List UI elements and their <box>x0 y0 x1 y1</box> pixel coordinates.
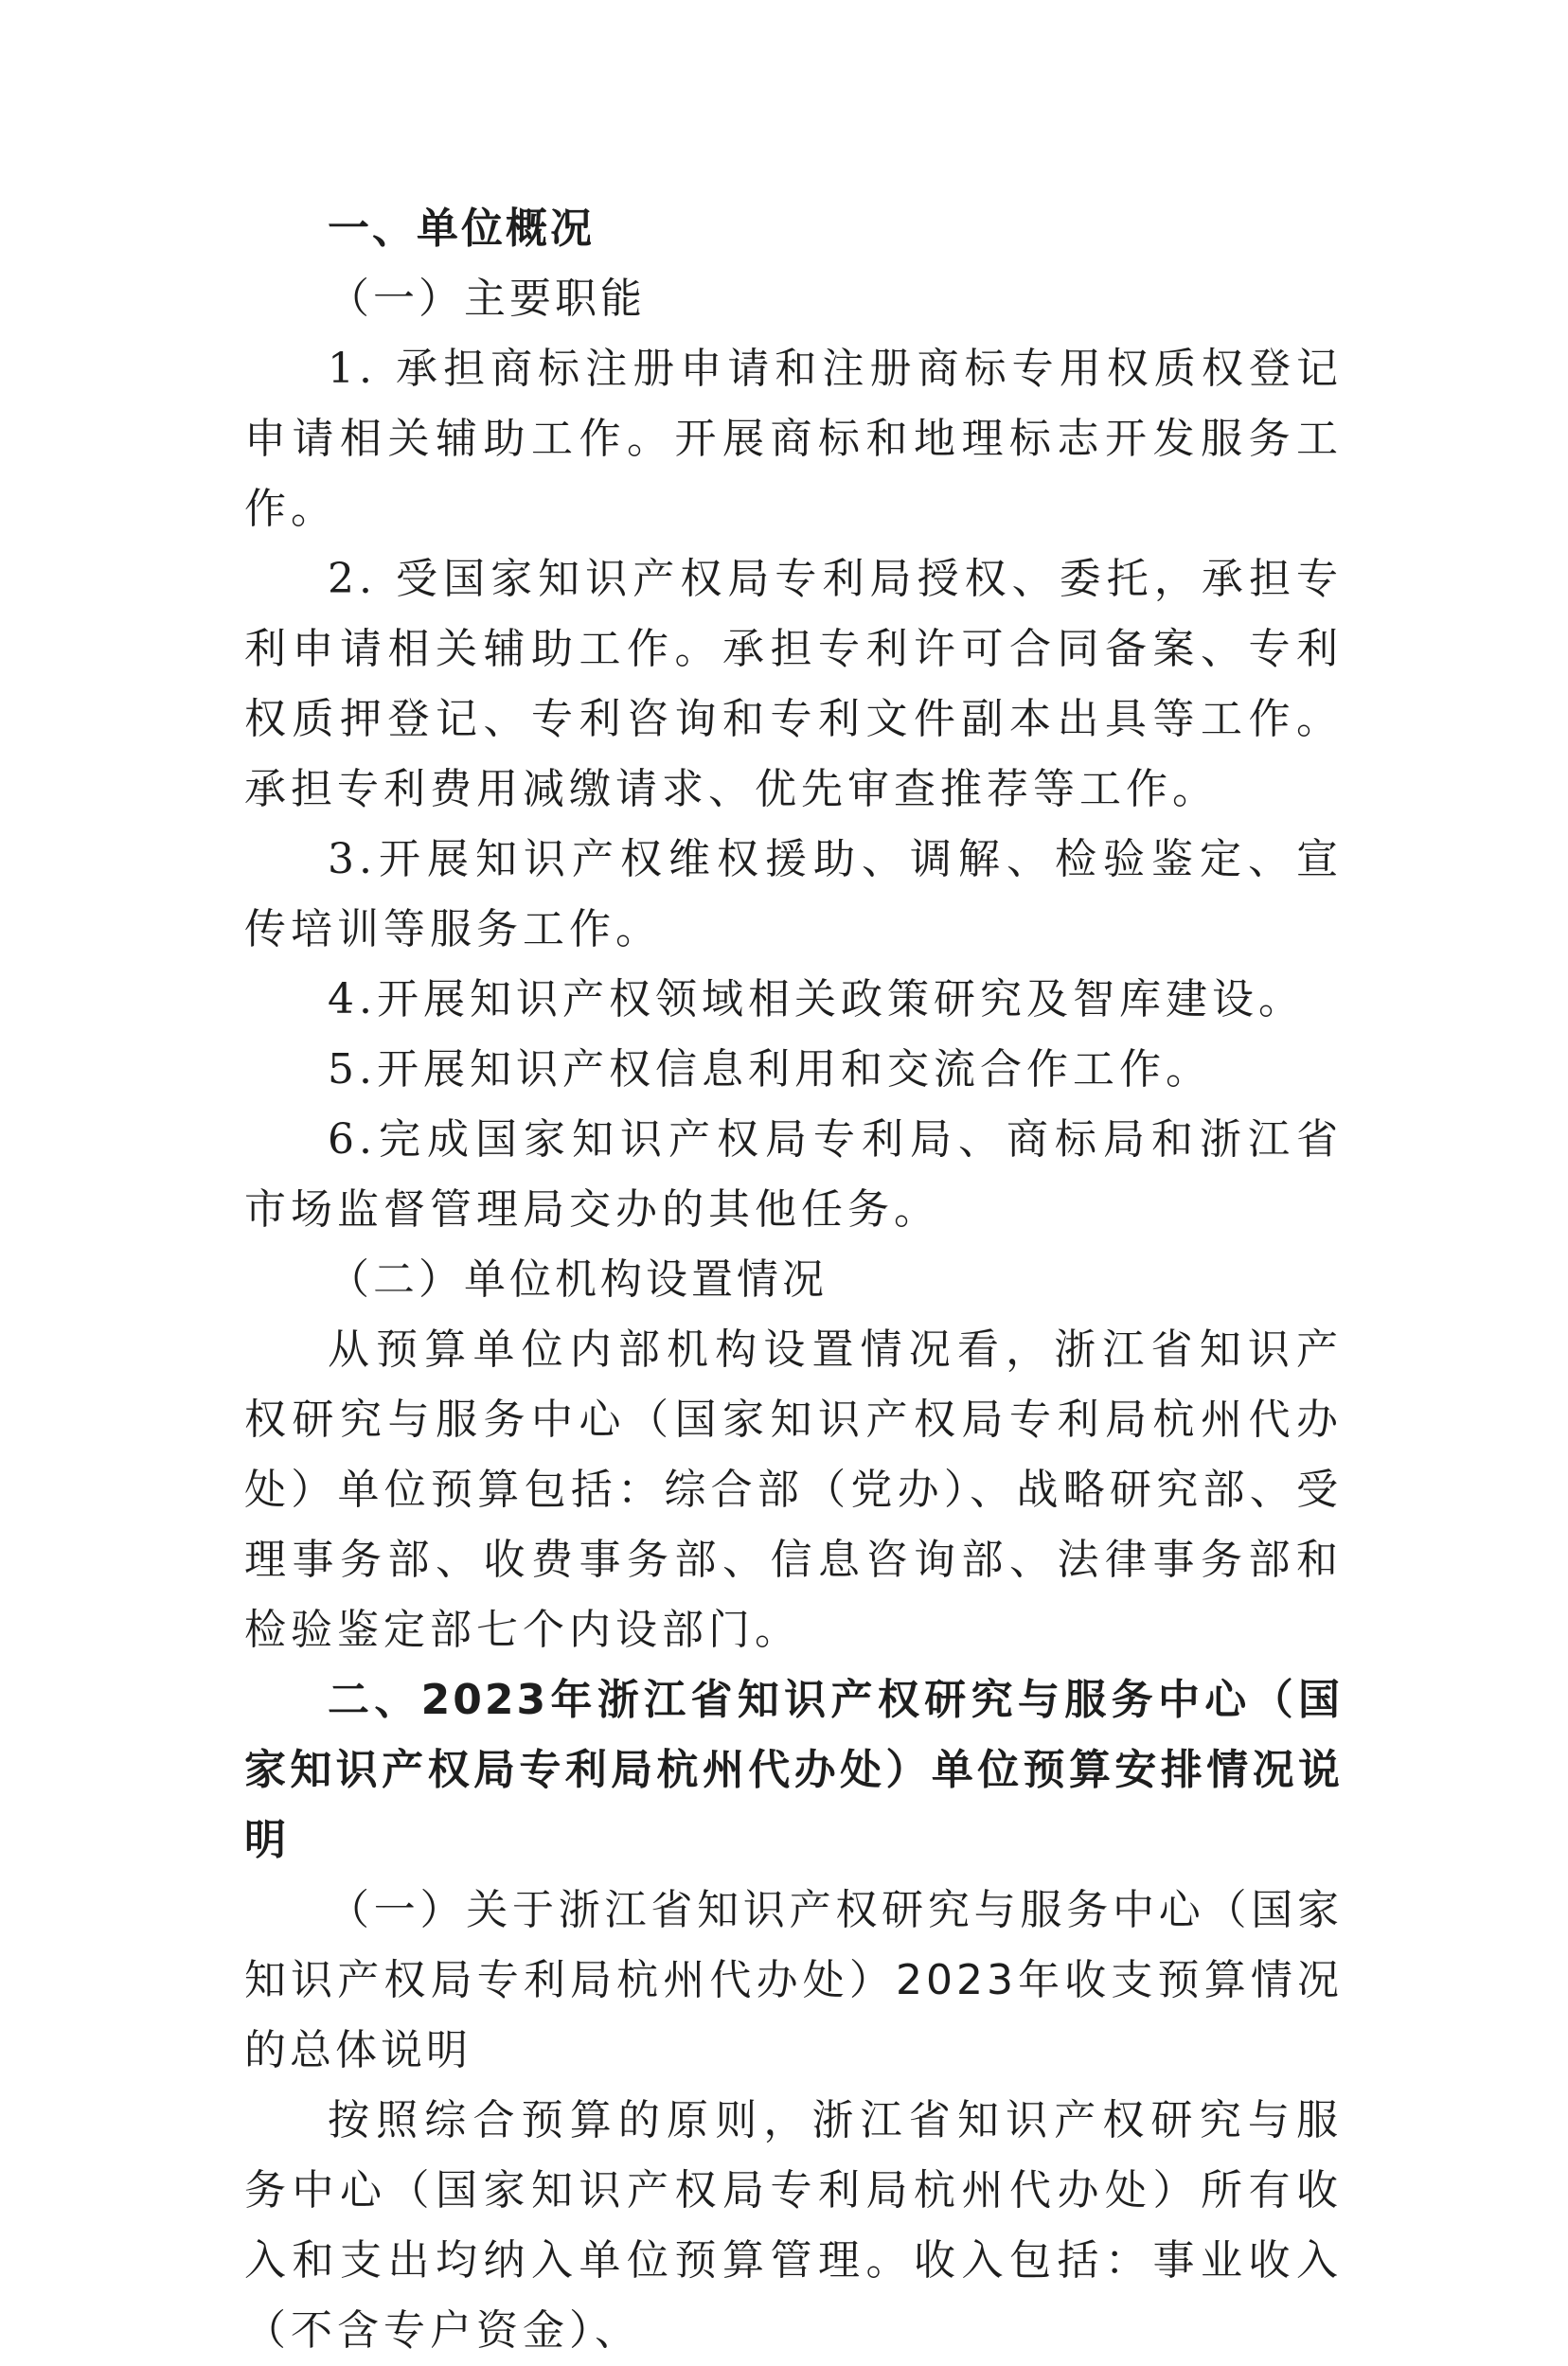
paragraph-organization: 从预算单位内部机构设置情况看，浙江省知识产权研究与服务中心（国家知识产权局专利局杭州代办处）单位预算包括：综合部（党办）、战略研究部、受理事务部、收费事务部、信息咨询部、法律事务部和检验鉴定部七个内设部门。 <box>244 1325 1343 1654</box>
subheading-main-functions: （一）主要职能 <box>328 275 646 323</box>
paragraph-function-6: 6.完成国家知识产权局专利局、商标局和浙江省市场监督管理局交办的其他任务。 <box>244 1115 1343 1234</box>
subheading-budget-overview: （一）关于浙江省知识产权研究与服务中心（国家知识产权局专利局杭州代办处）2023年收支预算情况的总体说明 <box>244 1886 1343 2074</box>
section-heading-budget: 二、2023年浙江省知识产权研究与服务中心（国家知识产权局专利局杭州代办处）单位预算安排情况说明 <box>244 1676 1343 1864</box>
document-body <box>244 194 1343 2366</box>
paragraph-function-2: 2. 受国家知识产权局专利局授权、委托，承担专利申请相关辅助工作。承担专利许可合同备案、专利权质押登记、专利咨询和专利文件副本出具等工作。承担专利费用减缴请求、优先审查推荐等工作。 <box>244 555 1343 813</box>
paragraph-function-4: 4.开展知识产权领域相关政策研究及智库建设。 <box>328 975 1305 1023</box>
paragraph-function-1: 1. 承担商标注册申请和注册商标专用权质权登记申请相关辅助工作。开展商标和地理标志开发服务工作。 <box>244 345 1343 533</box>
subheading-organization: （二）单位机构设置情况 <box>328 1255 828 1304</box>
paragraph-budget: 按照综合预算的原则，浙江省知识产权研究与服务中心（国家知识产权局专利局杭州代办处）所有收入和支出均纳入单位预算管理。收入包括：事业收入（不含专户资金）、 <box>244 2096 1343 2355</box>
paragraph-function-5: 5.开展知识产权信息利用和交流合作工作。 <box>328 1045 1212 1094</box>
paragraph-function-3: 3.开展知识产权维权援助、调解、检验鉴定、宣传培训等服务工作。 <box>244 835 1343 953</box>
section-heading-unit-overview: 一、单位概况 <box>328 205 595 253</box>
